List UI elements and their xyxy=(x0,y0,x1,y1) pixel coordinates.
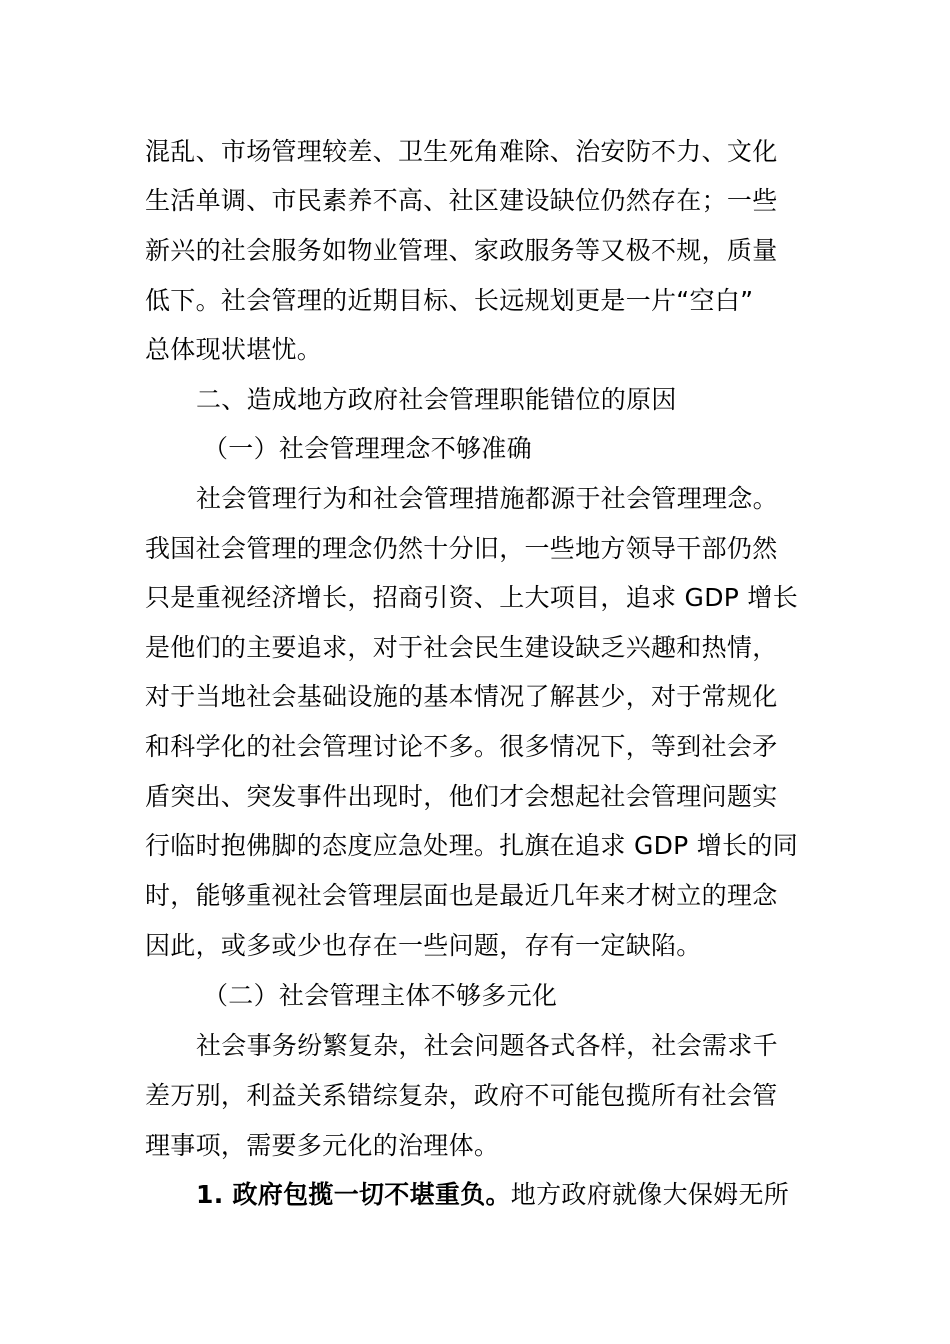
paragraph-line: 混乱、市场管理较差、卫生死角难除、治安防不力、文化 xyxy=(145,137,778,166)
paragraph-line: 社会事务纷繁复杂，社会问题各式各样，社会需求千 xyxy=(196,1031,778,1060)
paragraph-line: 生活单调、市民素养不高、社区建设缺位仍然存在；一些 xyxy=(145,186,778,215)
paragraph-line: 和科学化的社会管理讨论不多。很多情况下，等到社会矛 xyxy=(145,732,778,761)
bold-lead-text: 1. 政府包揽一切不堪重负。 xyxy=(196,1180,511,1209)
paragraph-line-with-bold-lead xyxy=(196,1175,866,1215)
paragraph-line: 因此，或多或少也存在一些问题，存有一定缺陷。 xyxy=(145,931,702,960)
subsection-heading: （一）社会管理理念不够准确 xyxy=(203,434,532,463)
paragraph-line: 时，能够重视社会管理层面也是最近几年来才树立的理念 xyxy=(145,881,778,910)
paragraph-line: 盾突出、突发事件出现时，他们才会想起社会管理问题实 xyxy=(145,782,778,811)
subsection-heading: （二）社会管理主体不够多元化 xyxy=(203,981,558,1010)
paragraph-line: 我国社会管理的理念仍然十分旧，一些地方领导干部仍然 xyxy=(145,534,778,563)
paragraph-line: 新兴的社会服务如物业管理、家政服务等又极不规，质量 xyxy=(145,236,778,265)
paragraph-line: 社会管理行为和社会管理措施都源于社会管理理念。 xyxy=(196,484,778,513)
paragraph-line: 对于当地社会基础设施的基本情况了解甚少，对于常规化 xyxy=(145,682,778,711)
paragraph-line: 只是重视经济增长，招商引资、上大项目，追求 GDP 增长 xyxy=(145,583,798,612)
paragraph-line: 理事项，需要多元化的治理体。 xyxy=(145,1131,500,1160)
paragraph-line: 总体现状堪忧。 xyxy=(145,335,323,364)
paragraph-line: 低下。社会管理的近期目标、长远规划更是一片“空白” xyxy=(145,286,754,315)
section-heading: 二、造成地方政府社会管理职能错位的原因 xyxy=(196,385,677,414)
paragraph-line: 行临时抱佛脚的态度应急处理。扎旗在追求 GDP 增长的同 xyxy=(145,831,798,860)
paragraph-line: 是他们的主要追求，对于社会民生建设缺乏兴趣和热情， xyxy=(145,633,778,662)
paragraph-text: 地方政府就像大保姆无所 xyxy=(510,1180,790,1209)
paragraph-line: 差万别，利益关系错综复杂，政府不可能包揽所有社会管 xyxy=(145,1081,778,1110)
